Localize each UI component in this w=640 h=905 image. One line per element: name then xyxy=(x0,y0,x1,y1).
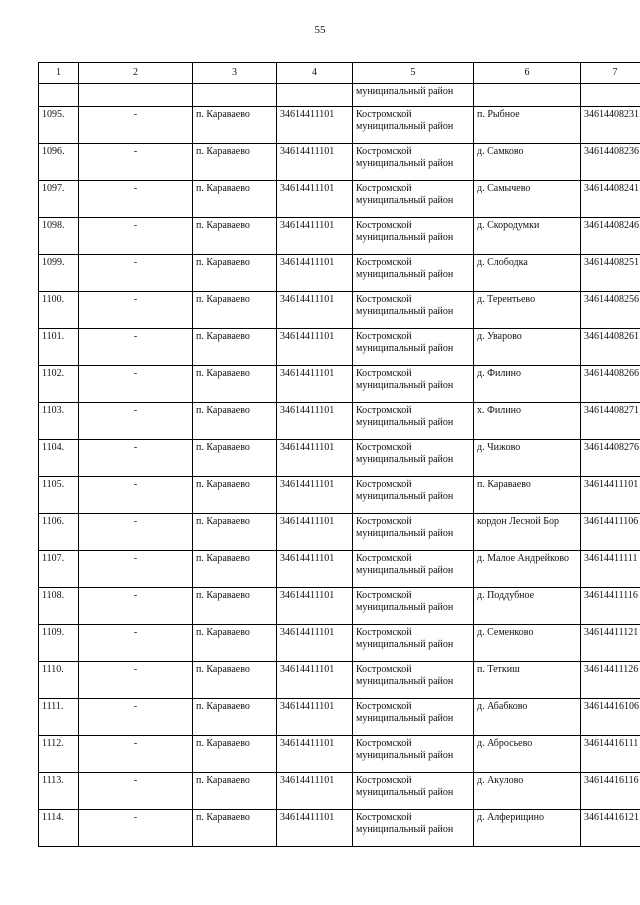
cell-locality-code: 34614411101 xyxy=(581,477,640,514)
cell-settlement: п. Караваево xyxy=(193,440,277,477)
table-row xyxy=(39,144,640,181)
cell-col2: - xyxy=(79,255,193,292)
cell-locality: д. Акулово xyxy=(474,773,581,810)
cell-district xyxy=(353,255,474,292)
column-header-5: 5 xyxy=(353,63,474,84)
cell-number: 1098. xyxy=(39,218,79,255)
table-row xyxy=(39,255,640,292)
cell-settlement: п. Караваево xyxy=(193,514,277,551)
cell-district xyxy=(353,181,474,218)
cell-number: 1099. xyxy=(39,255,79,292)
cell-locality-code: 34614408231 xyxy=(581,107,640,144)
district-line-1: Костромской xyxy=(356,405,412,416)
cell-col2: - xyxy=(79,514,193,551)
cell-code: 34614411101 xyxy=(277,218,353,255)
cell-locality-code: 34614416116 xyxy=(581,773,640,810)
district-line-2: муниципальный район xyxy=(356,824,454,835)
cell-number: 1114. xyxy=(39,810,79,847)
district-line-1: Костромской xyxy=(356,442,412,453)
cell-col2: - xyxy=(79,107,193,144)
cell-settlement: п. Караваево xyxy=(193,551,277,588)
cell-col2: - xyxy=(79,699,193,736)
district-line-1: Костромской xyxy=(356,590,412,601)
cell-locality-code: 34614416121 xyxy=(581,810,640,847)
cell-code: 34614411101 xyxy=(277,736,353,773)
cell-district xyxy=(353,292,474,329)
cell-locality: д. Скородумки xyxy=(474,218,581,255)
cell-locality: д. Чижово xyxy=(474,440,581,477)
cell-col2: - xyxy=(79,551,193,588)
district-line-2: муниципальный район xyxy=(356,454,454,465)
cell-settlement: п. Караваево xyxy=(193,403,277,440)
cell-locality: д. Алферищино xyxy=(474,810,581,847)
cell-number: 1112. xyxy=(39,736,79,773)
cell-code: 34614411101 xyxy=(277,514,353,551)
table-row xyxy=(39,514,640,551)
cell-number: 1095. xyxy=(39,107,79,144)
cell-district xyxy=(353,588,474,625)
cell-number: 1104. xyxy=(39,440,79,477)
cell-number: 1106. xyxy=(39,514,79,551)
district-line-2: муниципальный район xyxy=(356,158,454,169)
cell-number: 1113. xyxy=(39,773,79,810)
district-line-1: Костромской xyxy=(356,516,412,527)
cell-col2: - xyxy=(79,588,193,625)
cell-number: 1097. xyxy=(39,181,79,218)
cell-code: 34614411101 xyxy=(277,625,353,662)
page-number: 55 xyxy=(314,24,326,36)
cell-district xyxy=(353,403,474,440)
cell-locality: х. Филино xyxy=(474,403,581,440)
cell-settlement: п. Караваево xyxy=(193,107,277,144)
cell-settlement: п. Караваево xyxy=(193,773,277,810)
cell-district xyxy=(353,625,474,662)
cell-locality: д. Самково xyxy=(474,144,581,181)
cell-number: 1103. xyxy=(39,403,79,440)
cell-col2: - xyxy=(79,440,193,477)
cell-settlement: п. Караваево xyxy=(193,292,277,329)
cell-district: муниципальный район xyxy=(353,84,474,107)
cell-number: 1105. xyxy=(39,477,79,514)
cell-code: 34614411101 xyxy=(277,662,353,699)
cell-col2: - xyxy=(79,181,193,218)
table-row xyxy=(39,403,640,440)
cell-locality-code: 34614411121 xyxy=(581,625,640,662)
cell-locality: п. Караваево xyxy=(474,477,581,514)
cell-number: 1101. xyxy=(39,329,79,366)
district-line-1: Костромской xyxy=(356,109,412,120)
cell-number: 1107. xyxy=(39,551,79,588)
cell-locality-code: 34614416106 xyxy=(581,699,640,736)
cell-district xyxy=(353,514,474,551)
cell-code: 34614411101 xyxy=(277,588,353,625)
district-line-2: муниципальный район xyxy=(356,750,454,761)
cell-locality: п. Теткиш xyxy=(474,662,581,699)
cell-district xyxy=(353,736,474,773)
cell-code: 34614411101 xyxy=(277,329,353,366)
district-line-2: муниципальный район xyxy=(356,676,454,687)
district-line-2: муниципальный район xyxy=(356,343,454,354)
district-line-1: Костромской xyxy=(356,183,412,194)
table-row xyxy=(39,477,640,514)
district-line-2: муниципальный район xyxy=(356,713,454,724)
cell-code: 34614411101 xyxy=(277,403,353,440)
district-line-2: муниципальный район xyxy=(356,269,454,280)
cell-code: 34614411101 xyxy=(277,255,353,292)
district-line-1: Костромской xyxy=(356,553,412,564)
cell-district xyxy=(353,107,474,144)
column-header-3: 3 xyxy=(193,63,277,84)
cell-district xyxy=(353,699,474,736)
district-line-1: Костромской xyxy=(356,368,412,379)
column-header-7: 7 xyxy=(581,63,640,84)
table-row xyxy=(39,588,640,625)
cell-settlement: п. Караваево xyxy=(193,477,277,514)
cell-settlement: п. Караваево xyxy=(193,181,277,218)
cell-locality-code: 34614411106 xyxy=(581,514,640,551)
cell-code: 34614411101 xyxy=(277,551,353,588)
column-header-6: 6 xyxy=(474,63,581,84)
cell-code: 34614411101 xyxy=(277,440,353,477)
district-line-1: Костромской xyxy=(356,479,412,490)
cell-district xyxy=(353,218,474,255)
cell-code: 34614411101 xyxy=(277,292,353,329)
district-line-2: муниципальный район xyxy=(356,639,454,650)
cell-settlement: п. Караваево xyxy=(193,699,277,736)
cell-settlement: п. Караваево xyxy=(193,588,277,625)
district-line-2: муниципальный район xyxy=(356,306,454,317)
cell-col2: - xyxy=(79,218,193,255)
cell-locality: д. Абабково xyxy=(474,699,581,736)
district-line-1: Костромской xyxy=(356,146,412,157)
cell-code: 34614411101 xyxy=(277,366,353,403)
cell-district xyxy=(353,144,474,181)
district-line-1: Костромской xyxy=(356,627,412,638)
header-row xyxy=(39,63,640,84)
column-header-1: 1 xyxy=(39,63,79,84)
district-line-2: муниципальный район xyxy=(356,491,454,502)
district-line-2: муниципальный район xyxy=(356,232,454,243)
cell-district xyxy=(353,662,474,699)
cell-code: 34614411101 xyxy=(277,107,353,144)
table-row xyxy=(39,773,640,810)
cell-locality-code: 34614408266 xyxy=(581,366,640,403)
table-row xyxy=(39,181,640,218)
cell-settlement xyxy=(193,84,277,107)
cell-locality: п. Рыбное xyxy=(474,107,581,144)
cell-locality-code: 34614416111 xyxy=(581,736,640,773)
table-row xyxy=(39,551,640,588)
table-row xyxy=(39,329,640,366)
cell-settlement: п. Караваево xyxy=(193,329,277,366)
district-line-2: муниципальный район xyxy=(356,787,454,798)
cell-number: 1108. xyxy=(39,588,79,625)
district-line-1: Костромской xyxy=(356,775,412,786)
cell-col2: - xyxy=(79,477,193,514)
cell-locality: д. Слободка xyxy=(474,255,581,292)
table-row xyxy=(39,366,640,403)
cell-col2: - xyxy=(79,810,193,847)
cell-number: 1109. xyxy=(39,625,79,662)
cell-col2: - xyxy=(79,662,193,699)
table-row xyxy=(39,662,640,699)
district-line-1: Костромской xyxy=(356,331,412,342)
cell-locality-code: 34614411116 xyxy=(581,588,640,625)
table-row xyxy=(39,107,640,144)
cell-district xyxy=(353,551,474,588)
cell-locality: д. Уварово xyxy=(474,329,581,366)
cell-district xyxy=(353,773,474,810)
cell-code: 34614411101 xyxy=(277,699,353,736)
cell-locality-code: 34614408261 xyxy=(581,329,640,366)
district-line-1: Костромской xyxy=(356,220,412,231)
cell-settlement: п. Караваево xyxy=(193,625,277,662)
cell-locality-code: 34614408271 xyxy=(581,403,640,440)
district-line-1: Костромской xyxy=(356,257,412,268)
cell-col2: - xyxy=(79,292,193,329)
cell-locality-code: 34614411126 xyxy=(581,662,640,699)
district-line-2: муниципальный район xyxy=(356,565,454,576)
cell-settlement: п. Караваево xyxy=(193,255,277,292)
cell-col2: - xyxy=(79,329,193,366)
cell-number: 1100. xyxy=(39,292,79,329)
table-row xyxy=(39,699,640,736)
cell-settlement: п. Караваево xyxy=(193,736,277,773)
continuation-row xyxy=(39,84,640,107)
district-line-1: Костромской xyxy=(356,664,412,675)
cell-code: 34614411101 xyxy=(277,477,353,514)
cell-district xyxy=(353,810,474,847)
cell-number: 1110. xyxy=(39,662,79,699)
table-row xyxy=(39,218,640,255)
cell-locality: д. Терентьево xyxy=(474,292,581,329)
cell-col2: - xyxy=(79,403,193,440)
cell-locality: д. Самычево xyxy=(474,181,581,218)
district-line-2: муниципальный район xyxy=(356,380,454,391)
cell-settlement: п. Караваево xyxy=(193,662,277,699)
cell-locality-code: 34614411111 xyxy=(581,551,640,588)
cell-locality-code: 34614408256 xyxy=(581,292,640,329)
district-line-2: муниципальный район xyxy=(356,602,454,613)
cell-locality-code: 34614408236 xyxy=(581,144,640,181)
cell-settlement: п. Караваево xyxy=(193,218,277,255)
cell-locality-code: 34614408251 xyxy=(581,255,640,292)
district-line-1: Костромской xyxy=(356,294,412,305)
district-line-1: Костромской xyxy=(356,701,412,712)
cell-col2 xyxy=(79,84,193,107)
cell-locality-code: 34614408276 xyxy=(581,440,640,477)
district-line-2: муниципальный район xyxy=(356,528,454,539)
cell-locality: д. Абросьево xyxy=(474,736,581,773)
cell-locality: д. Малое Андрейково xyxy=(474,551,581,588)
cell-code: 34614411101 xyxy=(277,181,353,218)
column-header-4: 4 xyxy=(277,63,353,84)
column-header-2: 2 xyxy=(79,63,193,84)
cell-col2: - xyxy=(79,625,193,662)
cell-district xyxy=(353,329,474,366)
cell-settlement: п. Караваево xyxy=(193,366,277,403)
cell-settlement: п. Караваево xyxy=(193,144,277,181)
table-row xyxy=(39,736,640,773)
cell-code: 34614411101 xyxy=(277,773,353,810)
district-line-2: муниципальный район xyxy=(356,195,454,206)
cell-col2: - xyxy=(79,144,193,181)
cell-locality: кордон Лесной Бор xyxy=(474,514,581,551)
cell-locality: д. Филино xyxy=(474,366,581,403)
cell-locality: д. Поддубное xyxy=(474,588,581,625)
cell-district xyxy=(353,440,474,477)
cell-code: 34614411101 xyxy=(277,144,353,181)
cell-settlement: п. Караваево xyxy=(193,810,277,847)
cell-col2: - xyxy=(79,366,193,403)
cell-locality xyxy=(474,84,581,107)
table-row xyxy=(39,625,640,662)
cell-locality-code xyxy=(581,84,640,107)
cell-district xyxy=(353,366,474,403)
cell-number xyxy=(39,84,79,107)
cell-col2: - xyxy=(79,736,193,773)
district-line-1: Костромской xyxy=(356,812,412,823)
cell-code xyxy=(277,84,353,107)
district-line-1: Костромской xyxy=(356,738,412,749)
cell-locality-code: 34614408246 xyxy=(581,218,640,255)
cell-col2: - xyxy=(79,773,193,810)
registry-table xyxy=(38,62,640,847)
table-row xyxy=(39,810,640,847)
cell-number: 1111. xyxy=(39,699,79,736)
cell-number: 1096. xyxy=(39,144,79,181)
cell-code: 34614411101 xyxy=(277,810,353,847)
cell-locality: д. Семенково xyxy=(474,625,581,662)
district-line-2: муниципальный район xyxy=(356,121,454,132)
table-row xyxy=(39,440,640,477)
cell-number: 1102. xyxy=(39,366,79,403)
cell-locality-code: 34614408241 xyxy=(581,181,640,218)
cell-district xyxy=(353,477,474,514)
district-line-2: муниципальный район xyxy=(356,417,454,428)
table-row xyxy=(39,292,640,329)
